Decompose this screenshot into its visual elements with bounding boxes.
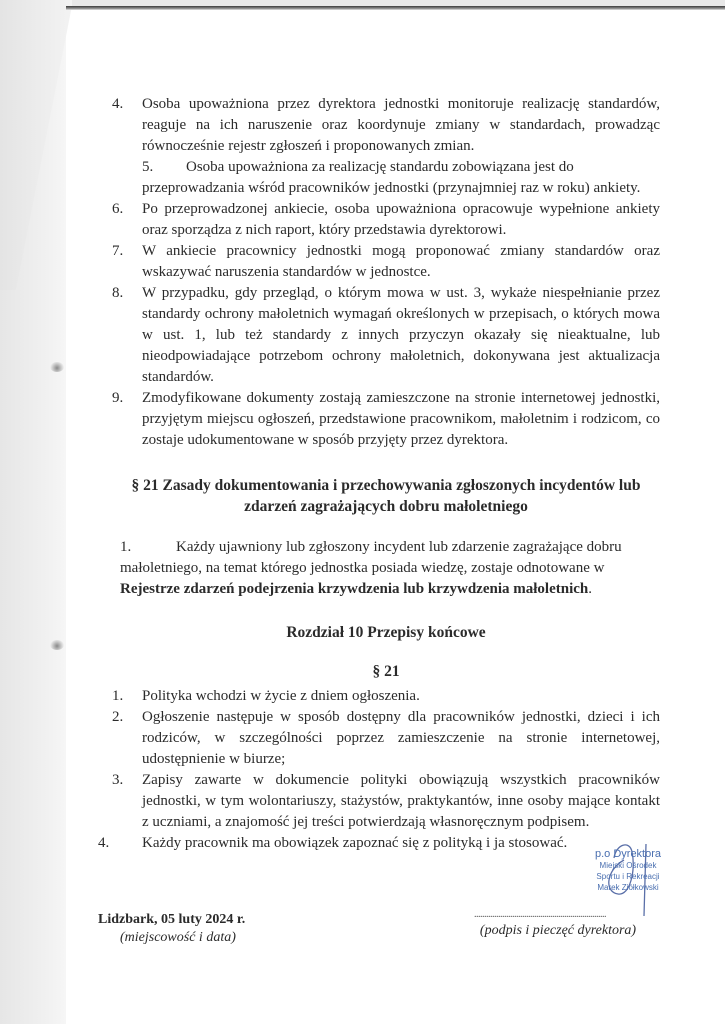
section-heading-line: § 21 Zasady dokumentowania i przechowywania zgłoszonych incydentów lub [131, 477, 641, 494]
list-item [112, 686, 660, 707]
list-number: 3. [112, 772, 124, 788]
punch-hole-mark [50, 362, 64, 372]
list-number: 8. [112, 285, 124, 301]
list-item [112, 388, 660, 451]
list-text: Zapisy zawarte w dokumencie polityki obowiązują wszystkich pracowników jednostki, w tym wolontariuszy, stażystów, praktykantów, inne osoby mające kontakt z uczniami, a znajomość jej treści potwierdzają własnoręcznym podpisem. [142, 772, 660, 830]
list-item [112, 707, 660, 770]
chapter-heading: Rozdział 10 Przepisy końcowe [286, 624, 486, 641]
stamp-line: Sportu i Rekreacji [596, 872, 660, 881]
list-number: 4. [112, 96, 124, 112]
list-item [112, 770, 660, 833]
signature-block [440, 908, 640, 940]
list-number: 6. [112, 201, 124, 217]
section-heading [112, 475, 660, 517]
list-item [112, 94, 660, 157]
section-heading-line: zdarzeń zagrażających dobru małoletniego [244, 498, 528, 515]
list-text: Polityka wchodzi w życie z dniem ogłoszenia. [142, 688, 420, 704]
place-date-block [98, 911, 245, 947]
stamp-title: p.o Dyrektora [594, 848, 662, 860]
section-number-heading: § 21 [372, 663, 400, 680]
punch-hole-mark [50, 640, 64, 650]
paragraph-text: Każdy ujawniony lub zgłoszony incydent lub zdarzenie zagrażające dobru małoletniego, na temat którego jednostka posiada wiedzę, zostaje odnotowane w [120, 539, 622, 576]
list-text: Ogłoszenie następuje w sposób dostępny dla pracowników jednostki, dzieci i ich rodziców, w szczególności poprzez zamieszczenie na stronie internetowej, udostępnienie w biurze; [142, 709, 660, 767]
list-text: Osoba upoważniona za realizację standardu zobowiązana jest do przeprowadzania wśród pracowników jednostki (przynajmniej raz w roku) ankiety. [142, 159, 641, 196]
register-name: Rejestrze zdarzeń podejrzenia krzywdzenia lub krzywdzenia małoletnich [120, 581, 589, 597]
section-paragraph [112, 537, 660, 600]
list-number: 4. [98, 835, 110, 851]
list-item [112, 283, 660, 388]
list-text: W przypadku, gdy przegląd, o którym mowa w ust. 3, wykaże niespełnianie przez standardy ochrony małoletnich wymagań określonych w przepisach, o których mowa w ust. 1, lub też standardy z innych przyczyn okazały się nieaktualne, lub nieodpowiadające potrzebom ochrony małoletnich, dokonywana jest aktualizacja standardów. [142, 285, 660, 385]
list-number: 7. [112, 243, 124, 259]
list-item [112, 199, 660, 241]
list-text: Po przeprowadzonej ankiecie, osoba upoważniona opracowuje wypełnione ankiety oraz sporządza z nich raport, który przedstawia dyrektorowi. [142, 201, 660, 238]
stamp-name: Marek Ziółkowski [597, 883, 659, 892]
stamp-line: Miejski Ośrodek [599, 861, 657, 870]
list-number: 1. [112, 688, 124, 704]
list-number: 9. [112, 390, 124, 406]
paragraph-end: . [588, 581, 592, 597]
list-text: Osoba upoważniona przez dyrektora jednostki monitoruje realizację standardów, reaguje na ich naruszenie oraz koordynuje zmiany w standardach, prowadząc równocześnie rejestr zgłoszeń i proponowanych zmian. [142, 96, 660, 154]
list-number: 1. [120, 539, 132, 555]
place-date-caption: (miejscowość i data) [120, 930, 236, 945]
list-item [112, 241, 660, 283]
list-text: Zmodyfikowane dokumenty zostają zamieszczone na stronie internetowej jednostki, przyjętym miejscu ogłoszeń, przedstawione pracownikom, małoletnim i rodzicom, co zostaje udokumentowane w sposób przyjęty przez dyrektora. [142, 390, 660, 448]
director-stamp [578, 848, 678, 893]
list-text: W ankiecie pracownicy jednostki mogą proponować zmiany standardów oraz wskazywać naruszenia standardów w jednostce. [142, 243, 660, 280]
signature-caption: (podpis i pieczęć dyrektora) [479, 923, 637, 938]
list-number: 5. [142, 159, 154, 175]
document-body [98, 94, 660, 854]
place-date: Lidzbark, 05 luty 2024 r. [98, 912, 246, 927]
signature-line: .................................................................. [474, 909, 606, 920]
list-number: 2. [112, 709, 124, 725]
list-item [112, 157, 660, 199]
list-text: Każdy pracownik ma obowiązek zapoznać się z polityką i ja stosować. [142, 835, 568, 851]
scan-top-edge [66, 6, 725, 10]
